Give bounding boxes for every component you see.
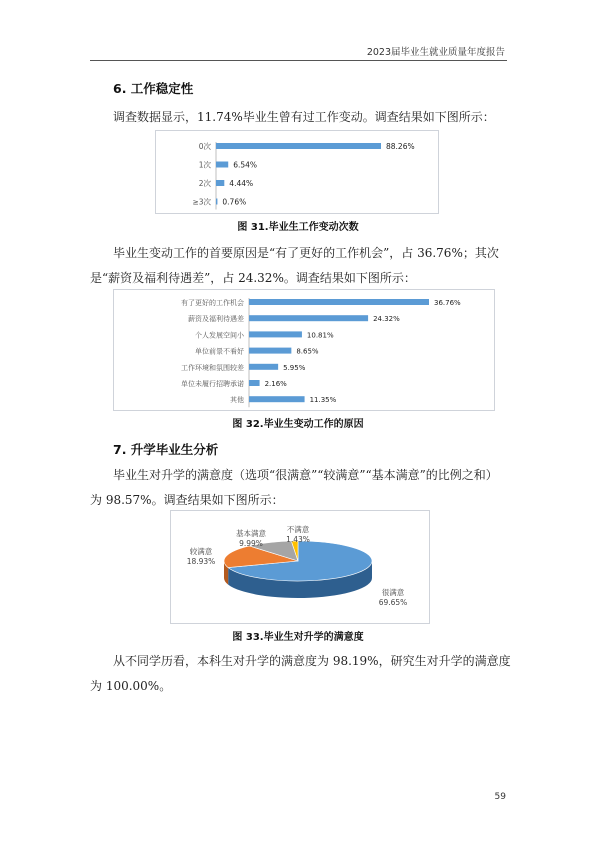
data-label: 0.76% xyxy=(222,197,247,207)
data-label: 36.76% xyxy=(434,299,461,307)
pie-label-name: 不满意 xyxy=(286,525,310,534)
pie-label-name: 很满意 xyxy=(381,588,405,597)
fig31-svg xyxy=(156,131,438,213)
pie-label-value: 18.93% xyxy=(186,557,216,566)
category-label: 个人发展空间小 xyxy=(195,331,244,340)
pie-label-value: 1.43% xyxy=(286,535,310,544)
bar xyxy=(216,180,224,186)
data-label: 2.16% xyxy=(264,380,287,388)
section-7-heading: 7. 升学毕业生分析 xyxy=(113,442,219,457)
category-label: 其他 xyxy=(230,396,244,405)
pie-label-value: 69.65% xyxy=(378,598,408,607)
data-label: 10.81% xyxy=(306,331,334,340)
category-label: 2次 xyxy=(198,179,211,188)
bar xyxy=(249,348,291,354)
bar xyxy=(249,331,302,337)
bar xyxy=(249,396,305,402)
report-header-title: 2023届毕业生就业质量年度报告 xyxy=(366,47,505,58)
category-label: 1次 xyxy=(198,160,211,170)
category-label: ≥3次 xyxy=(192,197,211,207)
data-label: 11.35% xyxy=(309,396,337,405)
data-label: 88.26% xyxy=(386,142,415,151)
section-7-paragraph-2-line-1: 从不同学历看，本科生对升学的满意度为 98.19%，研究生对升学的满意度 xyxy=(113,654,511,668)
data-label: 4.44% xyxy=(229,179,254,188)
fig33-svg xyxy=(171,511,429,623)
category-label: 单位未履行招聘承诺 xyxy=(181,380,244,388)
section-7-paragraph-2-line-2: 为 100.00%。 xyxy=(90,679,172,693)
bar xyxy=(249,380,260,386)
fig31-chart xyxy=(155,130,439,214)
section-6-heading: 6. 工作稳定性 xyxy=(113,81,194,96)
category-label: 薪资及福利待遇差 xyxy=(188,315,244,324)
fig33-chart xyxy=(170,510,430,624)
fig32-chart xyxy=(113,289,495,411)
header-rule xyxy=(90,60,507,61)
section-6-paragraph-2-line-2: 是“薪资及福利待遇差”，占 24.32%。调查结果如下图所示： xyxy=(90,271,416,285)
section-7-paragraph-1-line-2: 为 98.57%。调查结果如下图所示： xyxy=(90,493,284,507)
category-label: 单位前景不看好 xyxy=(195,347,244,356)
bar xyxy=(249,364,278,370)
fig32-caption: 图 32.毕业生变动工作的原因 xyxy=(232,419,364,430)
category-label: 工作环境和氛围较差 xyxy=(181,363,244,372)
bar xyxy=(249,315,368,321)
data-label: 6.54% xyxy=(233,160,258,170)
pie-label-value: 9.99% xyxy=(239,539,263,548)
data-label: 5.95% xyxy=(283,363,306,372)
pie-label-name: 较满意 xyxy=(189,547,213,556)
pie-label-name: 基本满意 xyxy=(236,529,266,538)
data-label: 24.32% xyxy=(373,315,400,324)
section-6-paragraph-2-line-1: 毕业生变动工作的首要原因是“有了更好的工作机会”，占 36.76%；其次 xyxy=(113,246,499,260)
bar xyxy=(216,162,228,168)
fig33-caption: 图 33.毕业生对升学的满意度 xyxy=(232,632,364,643)
category-label: 有了更好的工作机会 xyxy=(181,299,244,307)
fig32-svg xyxy=(114,290,494,410)
bar xyxy=(249,299,429,305)
page-number: 59 xyxy=(494,792,506,802)
fig31-caption: 图 31.毕业生工作变动次数 xyxy=(237,222,359,233)
bar xyxy=(216,199,217,205)
bar xyxy=(216,143,381,149)
category-label: 0次 xyxy=(198,142,211,151)
section-6-paragraph-1: 调查数据显示，11.74%毕业生曾有过工作变动。调查结果如下图所示： xyxy=(113,110,495,124)
section-7-paragraph-1-line-1: 毕业生对升学的满意度（选项“很满意”“较满意”“基本满意”的比例之和） xyxy=(113,468,498,482)
data-label: 8.65% xyxy=(296,347,319,356)
